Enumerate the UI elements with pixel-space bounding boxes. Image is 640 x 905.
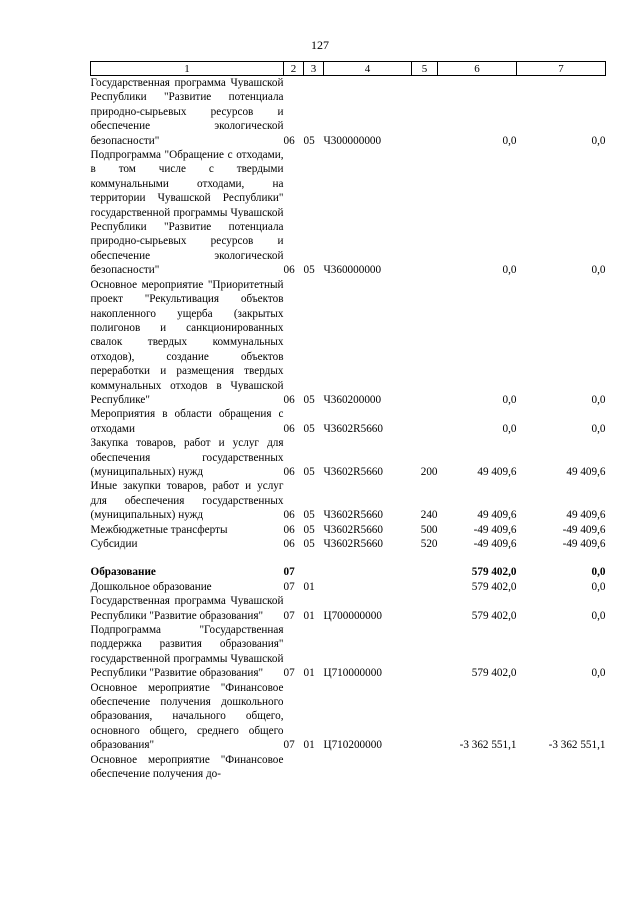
expense-type-cell: 520 (420, 538, 438, 550)
target-article-cell: Ч360000000 (323, 264, 382, 277)
section-code-cell: 06 (283, 538, 295, 550)
expense-type-cell (412, 407, 438, 436)
column-header: 2 (284, 62, 304, 76)
target-article-cell: Ц710200000 (323, 739, 382, 752)
target-article-cell: Ч3602R5660 (323, 523, 383, 536)
expense-type-cell (412, 76, 438, 149)
amount-cell: 0,0 (502, 393, 517, 406)
section-code-cell: 06 (283, 422, 295, 435)
table-row (91, 436, 606, 479)
table-row (91, 681, 606, 753)
subsection-code-cell: 01 (303, 609, 315, 622)
column-header: 1 (91, 62, 284, 76)
amount-cell: 0,0 (591, 667, 606, 680)
section-code-cell: 07 (283, 580, 295, 593)
column-header: 3 (304, 62, 324, 76)
table-row (91, 479, 606, 522)
amount-cell: 579 402,0 (471, 566, 517, 579)
target-article-cell (324, 580, 412, 594)
row-name-cell: Межбюджетные трансферты (90, 523, 228, 536)
target-article-cell: Ч3602R5660 (323, 465, 383, 478)
column-header: 6 (438, 62, 517, 76)
amount-cell: -3 362 551,1 (548, 739, 606, 752)
target-article-cell (324, 753, 412, 782)
amount-cell: 0,0 (591, 609, 606, 622)
subsection-code-cell: 05 (303, 523, 315, 536)
target-article-cell: Ч3602R5660 (323, 509, 383, 522)
section-code-cell: 07 (283, 566, 295, 579)
row-name-cell: Закупка товаров, работ и услуг для обеспечения государственных (муниципальных) нужд (90, 437, 284, 478)
column-header: 7 (517, 62, 606, 76)
target-article-cell: Ч360200000 (323, 393, 382, 406)
table-header-row (91, 62, 606, 76)
row-name-cell: Подпрограмма "Обращение с отходами, в том числе с твердыми коммунальными отходами, на территории Чувашской Республики" государственной программы Чувашской Республики "Развитие потенциала природно-сырьевых ресурсов и обеспечение экологической безопасности" (90, 149, 284, 277)
table-row (91, 523, 606, 537)
budget-table (90, 61, 606, 782)
target-article-cell: Ч3602R5660 (323, 422, 383, 435)
section-code-cell: 06 (283, 393, 295, 406)
table-row (91, 623, 606, 681)
expense-type-cell: 500 (420, 523, 438, 536)
subsection-code-cell: 05 (303, 509, 315, 522)
subsection-code-cell: 01 (303, 739, 315, 752)
amount-cell: 49 409,6 (477, 465, 517, 478)
table-row (91, 76, 606, 149)
section-code-cell: 07 (283, 739, 295, 752)
target-article-cell: Ч3602R5660 (323, 538, 383, 550)
subsection-code-cell: 05 (303, 264, 315, 277)
expense-type-cell (412, 148, 438, 278)
table-row (91, 148, 606, 278)
expense-type-cell (412, 565, 438, 579)
amount-cell: 0,0 (502, 264, 517, 277)
target-article-cell: Ц710000000 (323, 667, 382, 680)
subsection-code-cell (304, 753, 324, 782)
row-name-cell: Основное мероприятие "Финансовое обеспечение получения до- (90, 753, 284, 781)
amount-cell (517, 753, 606, 782)
page-number: 127 (311, 38, 329, 52)
expense-type-cell (412, 580, 438, 594)
section-code-cell: 06 (283, 509, 295, 522)
section-code-cell: 06 (283, 523, 295, 536)
section-code-cell: 07 (283, 609, 295, 622)
section-code-cell: 06 (283, 465, 295, 478)
table-row (91, 537, 606, 551)
spacer-cell (91, 551, 606, 565)
table-row (91, 407, 606, 436)
amount-cell: 0,0 (502, 422, 517, 435)
section-code-cell: 06 (283, 134, 295, 147)
spacer-row (91, 551, 606, 565)
row-name-cell: Подпрограмма "Государственная поддержка развития образования" государственной программы Чувашской Республики "Развитие образования" (90, 624, 284, 680)
row-name-cell: Мероприятия в области обращения с отходами (90, 408, 284, 435)
table-row (91, 565, 606, 579)
amount-cell: 0,0 (591, 264, 606, 277)
amount-cell: 0,0 (591, 422, 606, 435)
amount-cell: -49 409,6 (562, 538, 606, 550)
section-code-cell: 07 (283, 667, 295, 680)
target-article-cell (324, 565, 412, 579)
row-name-cell: Дошкольное образование (90, 580, 212, 593)
amount-cell: 579 402,0 (471, 580, 517, 593)
amount-cell: 49 409,6 (566, 465, 606, 478)
expense-type-cell (412, 753, 438, 782)
amount-cell: -49 409,6 (562, 523, 606, 536)
amount-cell: 0,0 (502, 134, 517, 147)
table-body (91, 76, 606, 782)
expense-type-cell (412, 623, 438, 681)
row-name-cell: Иные закупки товаров, работ и услуг для обеспечения государственных (муниципальных) нужд (90, 480, 284, 522)
section-code-cell: 06 (283, 264, 295, 277)
amount-cell: 0,0 (591, 134, 606, 147)
amount-cell: -49 409,6 (473, 523, 517, 536)
row-name-cell: Государственная программа Чувашской Республики "Развитие потенциала природно-сырьевых ресурсов и обеспечение экологической безопасности" (90, 77, 284, 147)
expense-type-cell (412, 681, 438, 753)
row-name-cell: Основное мероприятие "Финансовое обеспечение получения дошкольного образования, начального общего, основного общего, среднего общего образования" (90, 681, 284, 752)
subsection-code-cell: 01 (303, 667, 315, 680)
column-header: 5 (412, 62, 438, 76)
expense-type-cell: 200 (420, 465, 438, 478)
row-name-cell: Государственная программа Чувашской Республики "Развитие образования" (90, 595, 284, 622)
target-article-cell: Ц700000000 (323, 609, 382, 622)
amount-cell: 49 409,6 (566, 509, 606, 522)
subsection-code-cell: 01 (303, 580, 315, 593)
column-header: 4 (324, 62, 412, 76)
target-article-cell: Ч300000000 (323, 134, 382, 147)
subsection-code-cell: 05 (303, 538, 315, 550)
expense-type-cell (412, 278, 438, 408)
subsection-code-cell: 05 (303, 134, 315, 147)
expense-type-cell: 240 (420, 509, 438, 522)
amount-cell: 0,0 (591, 566, 606, 579)
amount-cell: 0,0 (591, 580, 606, 593)
amount-cell: 49 409,6 (477, 509, 517, 522)
amount-cell: -3 362 551,1 (459, 739, 517, 752)
amount-cell: 579 402,0 (471, 609, 517, 622)
expense-type-cell (412, 594, 438, 623)
subsection-code-cell: 05 (303, 465, 315, 478)
amount-cell: -49 409,6 (473, 538, 517, 550)
row-name-cell: Основное мероприятие "Приоритетный проект "Рекультивация объектов накопленного ущерба (закрытых полигонов и санкционированных свалок твердых коммунальных отходов), создание объектов переработки и размещения твердых коммунальных отходов в Чувашской Республике" (90, 278, 284, 406)
amount-cell (438, 753, 517, 782)
table-row (91, 580, 606, 594)
table-row (91, 278, 606, 408)
subsection-code-cell: 05 (303, 393, 315, 406)
row-name-cell: Образование (90, 566, 156, 579)
section-code-cell (284, 753, 304, 782)
amount-cell: 579 402,0 (471, 667, 517, 680)
subsection-code-cell (304, 565, 324, 579)
amount-cell: 0,0 (591, 393, 606, 406)
table-row (91, 753, 606, 782)
row-name-cell: Субсидии (90, 538, 138, 550)
table-row (91, 594, 606, 623)
subsection-code-cell: 05 (303, 422, 315, 435)
